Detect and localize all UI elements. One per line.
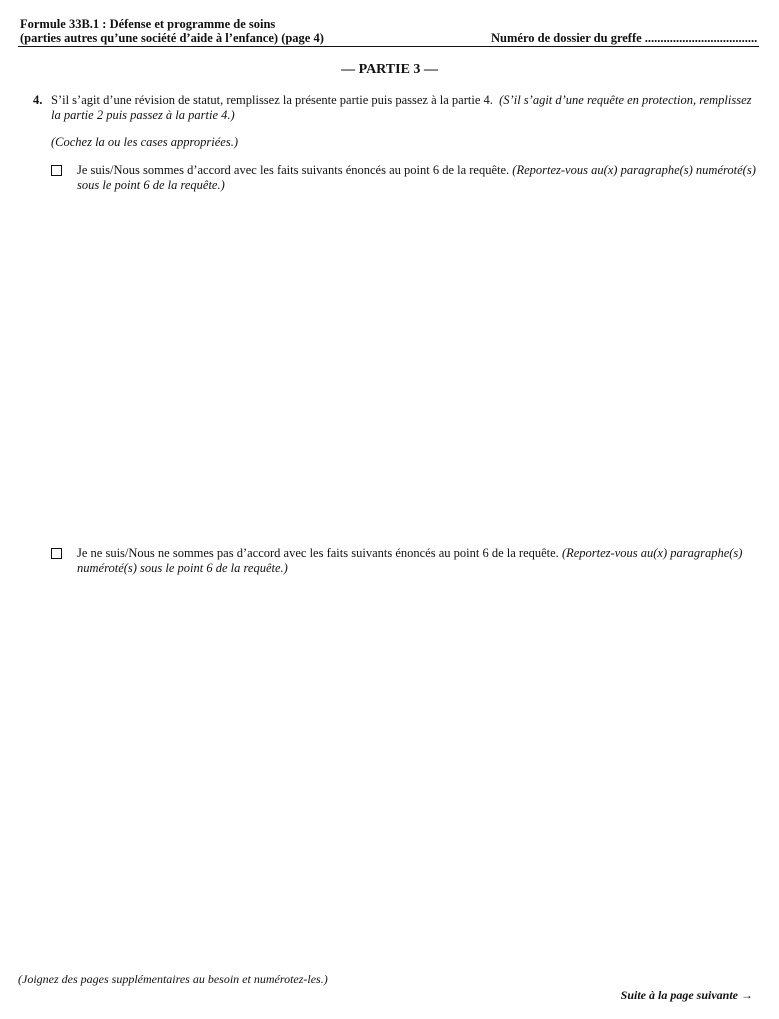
item-number: 4. (33, 93, 43, 107)
disagree-option-label: Je ne suis/Nous ne sommes pas d’accord avec les faits suivants énoncés au point 6 de la requête. (77, 546, 559, 560)
disagree-checkbox[interactable] (51, 548, 62, 559)
item-main-text: S’il s’agit d’une révision de statut, remplissez la présente partie puis passez à la partie 4. (51, 93, 493, 107)
agree-option-label: Je suis/Nous sommes d’accord avec les faits suivants énoncés au point 6 de la requête. (77, 163, 510, 177)
check-instruction: (Cochez la ou les cases appropriées.) (51, 135, 239, 149)
form-title-line2: (parties autres qu’une société d’aide à l’enfance) (page 4) (20, 31, 324, 45)
disagree-option-text (77, 546, 757, 575)
agree-option-note: (Reportez-vous au(x) paragraphe(s) numéroté(s) sous le point 6 de la requête.) (77, 163, 756, 192)
item-text (51, 93, 759, 122)
header-divider (18, 46, 759, 47)
agree-checkbox[interactable] (51, 165, 62, 176)
next-page-label: Suite à la page suivante → (620, 988, 753, 1002)
form-title-line1: Formule 33B.1 : Défense et programme de soins (20, 17, 276, 31)
court-file-number-field[interactable]: Numéro de dossier du greffe .................................... (491, 31, 758, 45)
footer-note: (Joignez des pages supplémentaires au besoin et numérotez-les.) (18, 972, 328, 986)
item-note: (S’il s’agit d’une requête en protection, remplissez la partie 2 puis passez à la partie 4.) (51, 93, 752, 122)
disagree-option-note: (Reportez-vous au(x) paragraphe(s) numéroté(s) sous le point 6 de la requête.) (77, 546, 743, 575)
part-title: — PARTIE 3 — (341, 62, 438, 77)
agree-option-text (77, 163, 757, 192)
